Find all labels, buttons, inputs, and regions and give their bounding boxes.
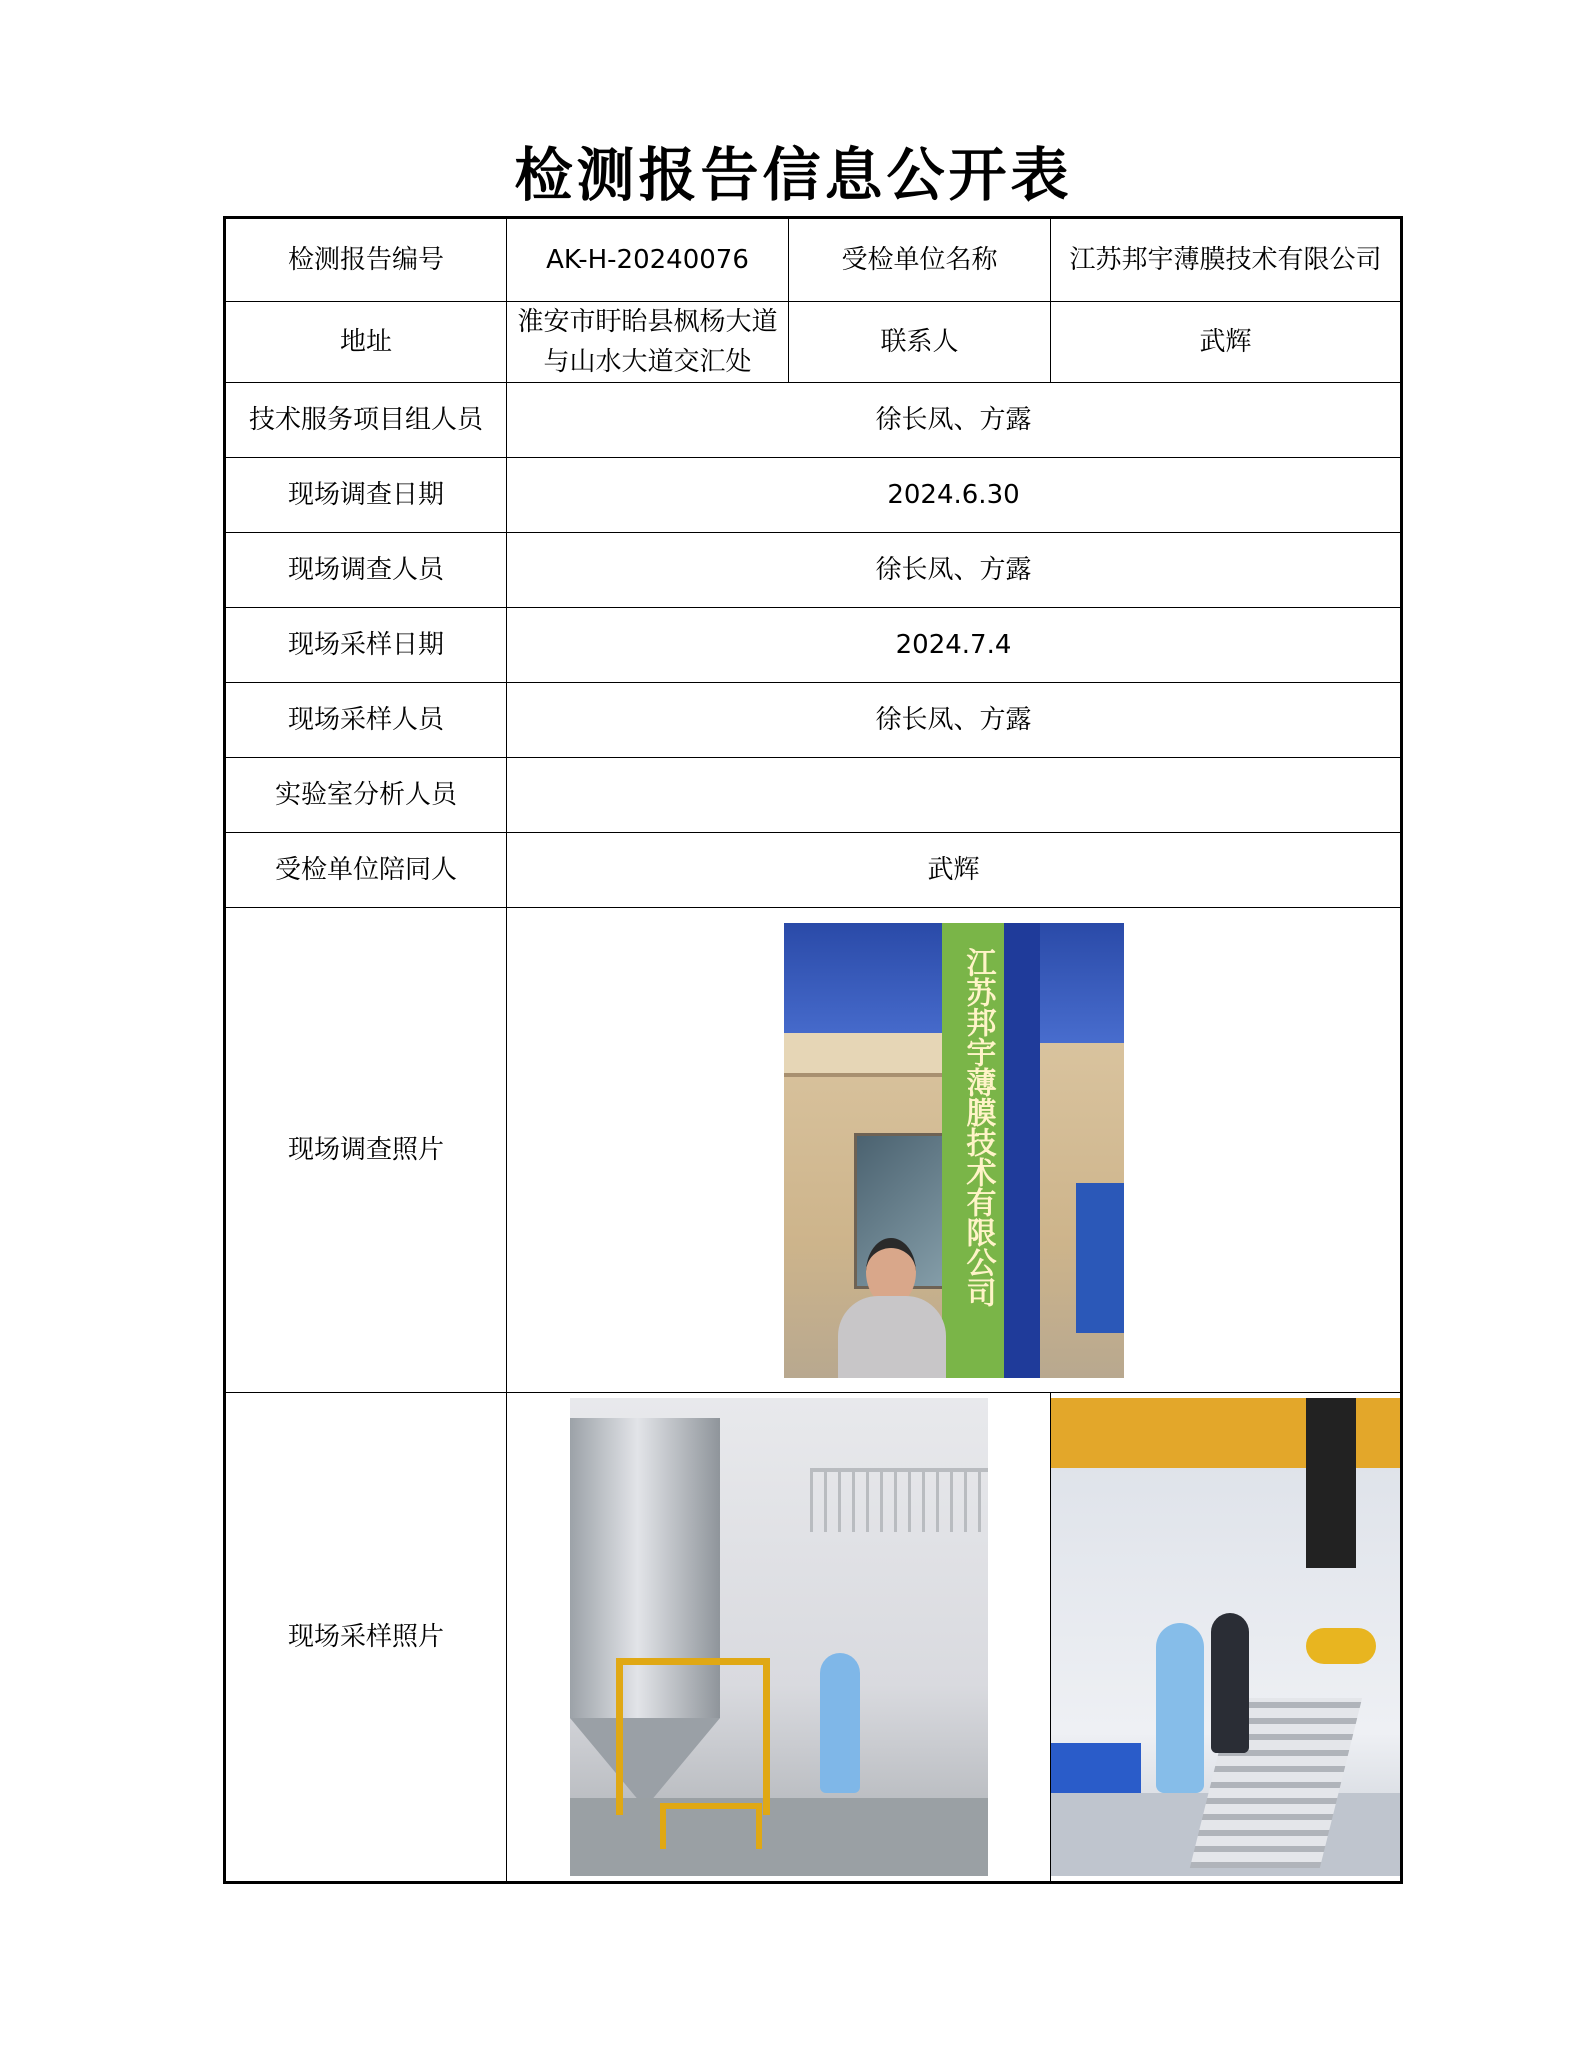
table-row (225, 833, 1402, 908)
survey-date-label: 现场调查日期 (225, 458, 507, 533)
lab-analyst-value (507, 758, 1402, 833)
photo-column (1306, 1398, 1356, 1568)
report-table (223, 216, 1403, 1884)
team-members-label: 技术服务项目组人员 (225, 383, 507, 458)
sampling-photo-cell-right (1051, 1393, 1402, 1883)
sampling-date-label: 现场采样日期 (225, 608, 507, 683)
sampling-photo-label: 现场采样照片 (225, 1393, 507, 1883)
table-row (225, 608, 1402, 683)
document-title: 检测报告信息公开表 (514, 141, 1073, 209)
team-members-value: 徐长凤、方露 (507, 383, 1402, 458)
table-row (225, 1393, 1402, 1883)
report-number-label: 检测报告编号 (225, 218, 507, 302)
sampling-photo-left (570, 1398, 988, 1876)
table-row (225, 302, 1402, 383)
photo-person (832, 1238, 952, 1378)
contact-label: 联系人 (789, 302, 1051, 383)
table-row (225, 683, 1402, 758)
inspected-unit-label: 受检单位名称 (789, 218, 1051, 302)
survey-photo-label: 现场调查照片 (225, 908, 507, 1393)
photo-worker (1156, 1623, 1204, 1793)
photo-person-body (838, 1296, 946, 1378)
lab-analyst-label: 实验室分析人员 (225, 758, 507, 833)
photo-yellow-step (660, 1803, 762, 1849)
address-label: 地址 (225, 302, 507, 383)
sampling-staff-label: 现场采样人员 (225, 683, 507, 758)
photo-worker (820, 1653, 860, 1793)
photo-railing (810, 1468, 988, 1532)
inspected-unit-value: 江苏邦宇薄膜技术有限公司 (1051, 218, 1402, 302)
table-row (225, 758, 1402, 833)
table-row (225, 533, 1402, 608)
table-row (225, 383, 1402, 458)
address-value: 淮安市盱眙县枫杨大道与山水大道交汇处 (507, 302, 789, 383)
survey-photo-cell (507, 908, 1402, 1393)
photo-roof (784, 1033, 964, 1077)
survey-photo (784, 923, 1124, 1378)
photo-yellow-frame (616, 1658, 770, 1815)
sampling-date-value: 2024.7.4 (507, 608, 1402, 683)
table-row (225, 908, 1402, 1393)
escort-value: 武辉 (507, 833, 1402, 908)
photo-worker (1211, 1613, 1249, 1753)
photo-sign-text: 江苏邦宇薄膜技术有限公司 (960, 946, 996, 1307)
report-number-value: AK-H-20240076 (507, 218, 789, 302)
sampling-staff-value: 徐长凤、方露 (507, 683, 1402, 758)
photo-crates (1051, 1743, 1141, 1793)
photo-blue-cabinet (1076, 1183, 1124, 1333)
sampling-photo-cell-left (507, 1393, 1051, 1883)
table-row (225, 218, 1402, 302)
escort-label: 受检单位陪同人 (225, 833, 507, 908)
contact-value: 武辉 (1051, 302, 1402, 383)
survey-staff-value: 徐长凤、方露 (507, 533, 1402, 608)
photo-sign-edge (1004, 923, 1040, 1378)
survey-staff-label: 现场调查人员 (225, 533, 507, 608)
sampling-photo-right (1051, 1398, 1402, 1876)
photo-film-roll (1306, 1628, 1376, 1664)
survey-date-value: 2024.6.30 (507, 458, 1402, 533)
table-row (225, 458, 1402, 533)
